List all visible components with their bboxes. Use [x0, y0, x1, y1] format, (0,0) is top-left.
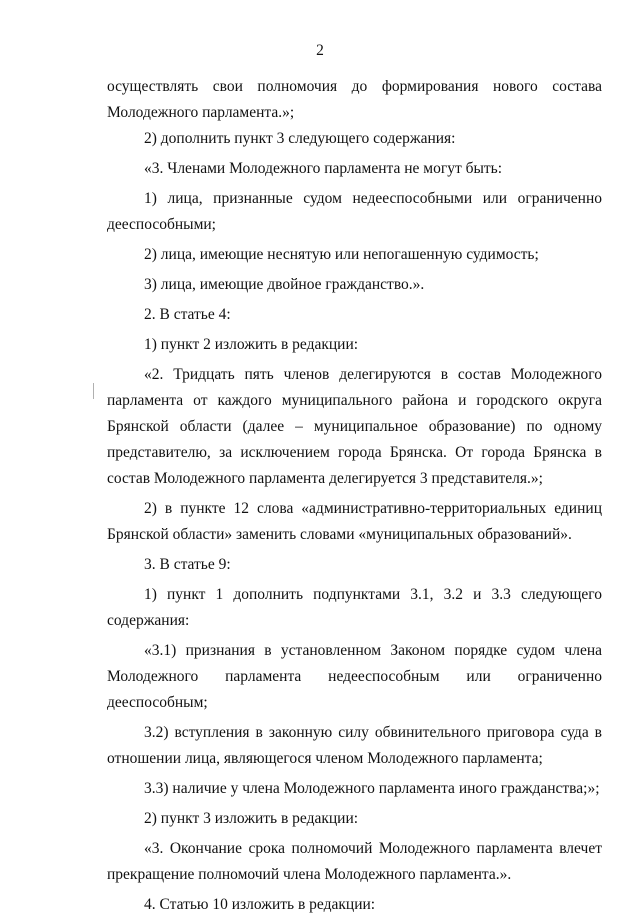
paragraph-restriction-2: 2) лица, имеющие неснятую или непогашенную судимость;: [144, 246, 539, 263]
paragraph-article-9-3-2: 3.2) вступления в законную силу обвинительного приговора суда в отношении лица, являющегося членом Молодежного парламента;: [107, 724, 602, 767]
margin-mark: [93, 383, 94, 399]
paragraph-article-9-item-1: 1) пункт 1 дополнить подпунктами 3.1, 3.2 и 3.3 следующего содержания:: [107, 586, 602, 629]
paragraph-quote-members-restriction: «3. Членами Молодежного парламента не могут быть:: [144, 160, 503, 177]
paragraph-article-10-heading: 4. Статью 10 изложить в редакции:: [144, 896, 376, 913]
paragraph-continuation: осуществлять свои полномочия до формирования нового состава Молодежного парламента.»;: [107, 78, 602, 121]
page-number: 2: [316, 42, 324, 59]
paragraph-restriction-1: 1) лица, признанные судом недееспособными или ограниченно дееспособными;: [107, 190, 602, 233]
paragraph-article-9-item-2: 2) пункт 3 изложить в редакции:: [144, 810, 359, 827]
paragraph-article-9-heading: 3. В статье 9:: [144, 556, 231, 573]
paragraph-article-9-3-3: 3.3) наличие у члена Молодежного парламента иного гражданства;»;: [144, 780, 600, 797]
document-body: [107, 74, 602, 922]
paragraph-item-2-add-point-3: 2) дополнить пункт 3 следующего содержания:: [144, 130, 456, 147]
paragraph-article-4-heading: 2. В статье 4:: [144, 306, 231, 323]
paragraph-article-4-quote-2: «2. Тридцать пять членов делегируются в состав Молодежного парламента от каждого муниципального района и городского округа Брянской области (далее – муниципальное образование) по одному представителю, за исключением города Брянска. От города Брянска в состав Молодежного парламента делегируется 3 представителя.»;: [107, 366, 602, 487]
paragraph-article-4-item-1: 1) пункт 2 изложить в редакции:: [144, 336, 359, 353]
paragraph-article-4-item-2: 2) в пункте 12 слова «административно-территориальных единиц Брянской области» заменить словами «муниципальных образований».: [107, 500, 602, 543]
paragraph-article-9-quote-3: «3. Окончание срока полномочий Молодежного парламента влечет прекращение полномочий члена Молодежного парламента.».: [107, 840, 602, 883]
paragraph-article-9-quote-3-1: «3.1) признания в установленном Законом порядке судом члена Молодежного парламента недееспособным или ограниченно дееспособным;: [107, 642, 602, 711]
paragraph-restriction-3: 3) лица, имеющие двойное гражданство.».: [144, 276, 425, 293]
